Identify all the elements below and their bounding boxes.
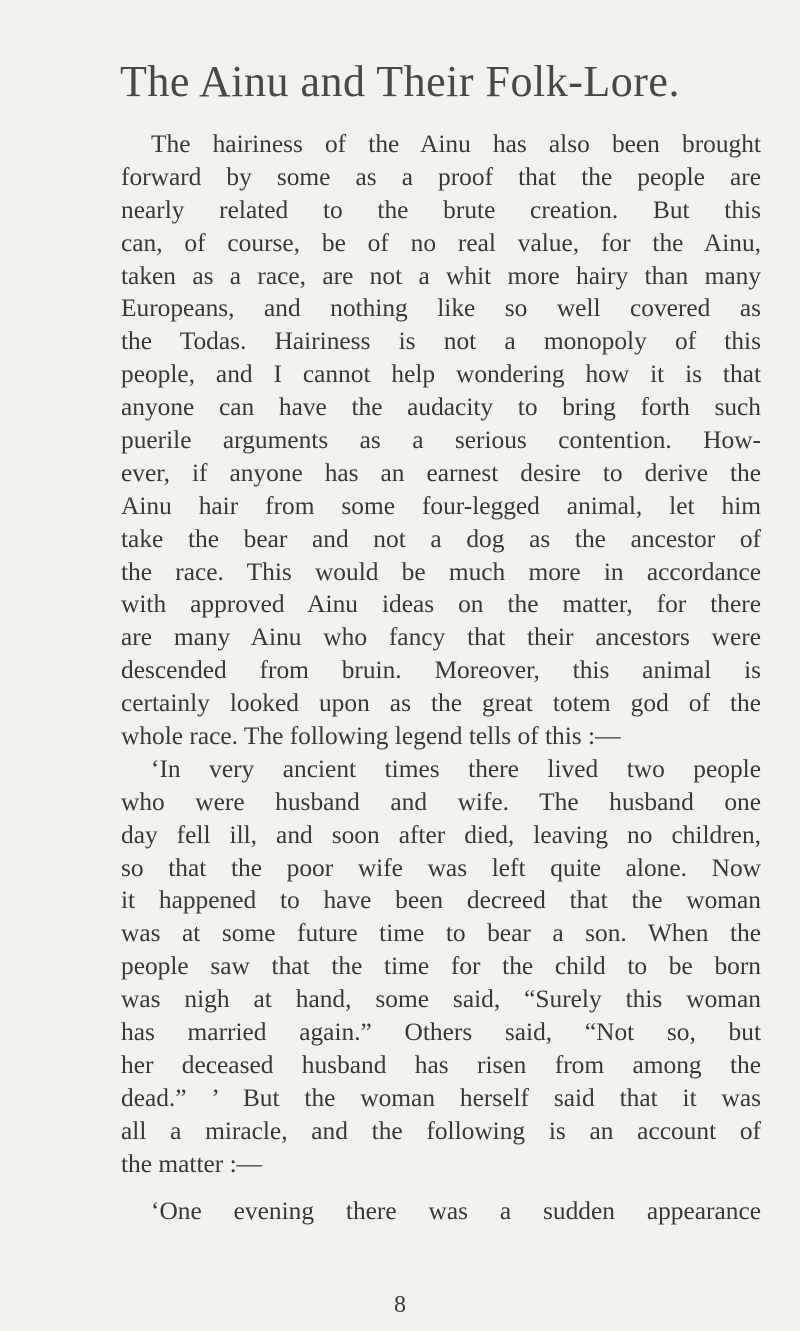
text-line: was nigh at hand, some said, “Surely this woman — [121, 985, 761, 1014]
text-line: ‘In very ancient times there lived two people — [151, 754, 761, 783]
text-line: dead.” ’ But the woman herself said that it was — [121, 1083, 761, 1112]
text-line: who were husband and wife. The husband one — [121, 787, 761, 816]
text-line: can, of course, be of no real value, for the Ainu, — [121, 228, 761, 257]
text-line: taken as a race, are not a whit more hairy than many — [121, 261, 761, 290]
text-line: has married again.” Others said, “Not so, but — [121, 1018, 761, 1047]
body-text — [121, 128, 761, 1227]
text-line: certainly looked upon as the great totem god of the — [121, 689, 761, 718]
text-line: with approved Ainu ideas on the matter, for there — [121, 590, 761, 619]
paragraph — [121, 1195, 761, 1228]
text-line: people, and I cannot help wondering how it is that — [121, 360, 761, 389]
text-line: the matter :— — [121, 1149, 263, 1178]
text-line: it happened to have been decreed that the woman — [121, 886, 761, 915]
text-line: Europeans, and nothing like so well covered as — [121, 294, 761, 323]
text-line: are many Ainu who fancy that their ancestors were — [121, 623, 761, 652]
text-line: was at some future time to bear a son. When the — [121, 919, 761, 948]
page-number: 8 — [394, 1292, 406, 1318]
text-line: puerile arguments as a serious contention. How- — [121, 426, 761, 455]
text-line: day fell ill, and soon after died, leaving no children, — [121, 820, 761, 849]
text-line: Ainu hair from some four-legged animal, let him — [121, 491, 761, 520]
text-line: her deceased husband has risen from among the — [121, 1050, 761, 1079]
text-line: ever, if anyone has an earnest desire to derive the — [121, 458, 761, 487]
text-line: The hairiness of the Ainu has also been brought — [151, 130, 761, 158]
text-line: ‘One evening there was a sudden appearance — [151, 1196, 761, 1225]
text-line: descended from bruin. Moreover, this animal is — [121, 656, 761, 685]
paragraph — [121, 753, 761, 1181]
text-line: so that the poor wife was left quite alone. Now — [121, 853, 761, 882]
text-line: all a miracle, and the following is an account of — [121, 1116, 761, 1145]
text-line: take the bear and not a dog as the ancestor of — [121, 524, 761, 553]
text-line: whole race. The following legend tells of this :— — [121, 722, 621, 751]
text-line: forward by some as a proof that the people are — [121, 162, 761, 191]
running-head: The Ainu and Their Folk-Lore. — [120, 57, 680, 106]
text-line: anyone can have the audacity to bring forth such — [121, 393, 761, 422]
paragraph-gap — [121, 1181, 761, 1195]
text-line: people saw that the time for the child to be born — [121, 952, 761, 981]
text-line: the race. This would be much more in accordance — [121, 557, 761, 586]
text-line: the Todas. Hairiness is not a monopoly of this — [121, 327, 761, 356]
text-line: nearly related to the brute creation. But this — [121, 195, 761, 224]
paragraph — [121, 128, 761, 753]
